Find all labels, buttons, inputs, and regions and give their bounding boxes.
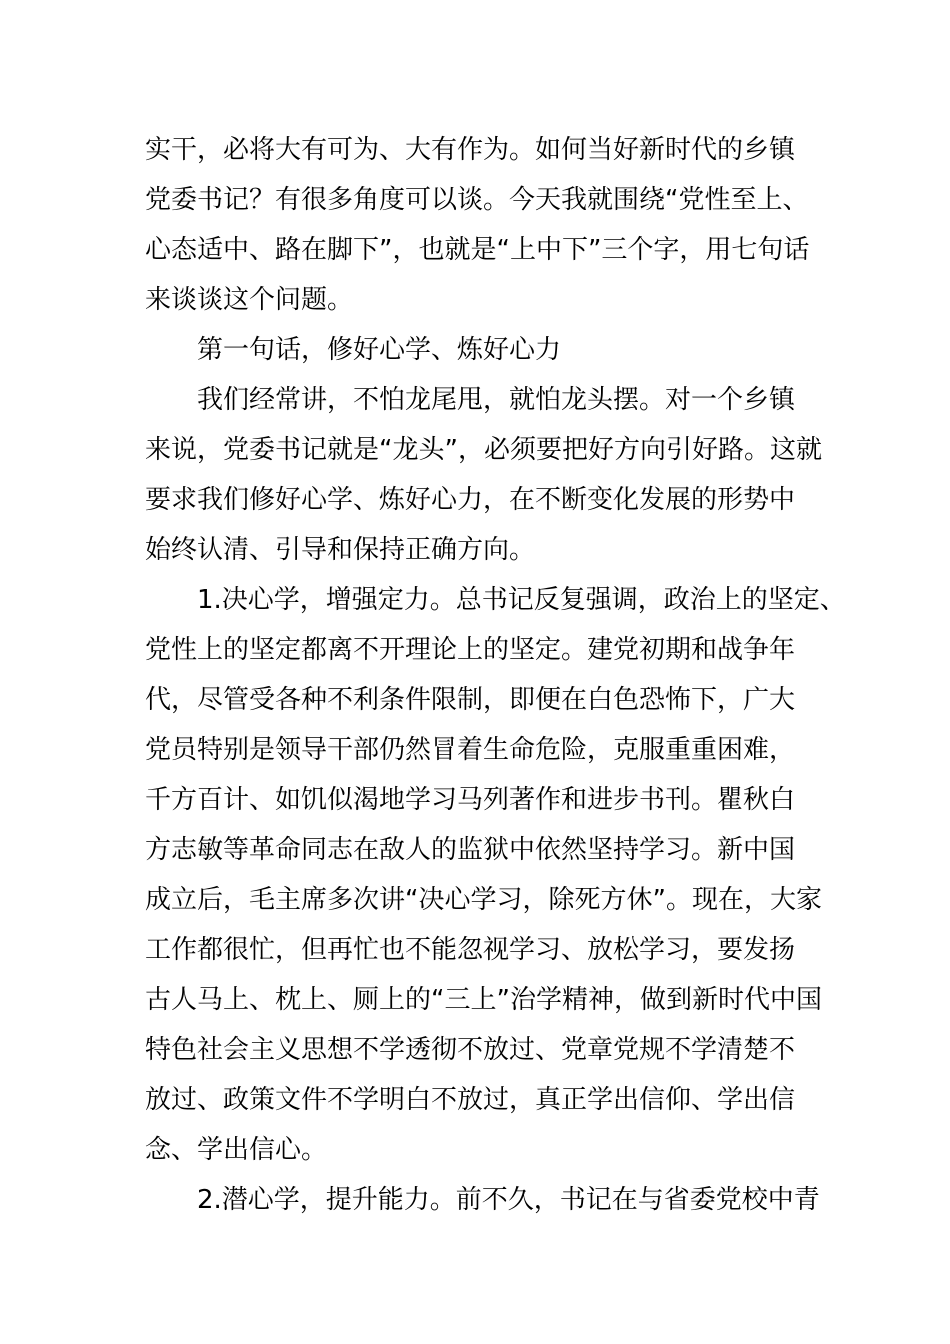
text-line: 1.决心学，增强定力。总书记反复强调，政治上的坚定、 [197,585,846,615]
text-line: 2.潜心学，提升能力。前不久，书记在与省委党校中青 [197,1185,820,1215]
text-line: 放过、政策文件不学明白不放过，真正学出信仰、学出信 [145,1085,796,1115]
text-line: 实干，必将大有可为、大有作为。如何当好新时代的乡镇 [145,135,796,165]
text-line: 我们经常讲，不怕龙尾甩，就怕龙头摆。对一个乡镇 [197,385,796,415]
text-line: 来说，党委书记就是“龙头”，必须要把好方向引好路。这就 [145,435,822,465]
text-line: 党委书记？有很多角度可以谈。今天我就围绕“党性至上、 [145,185,809,215]
text-line: 代，尽管受各种不利条件限制，即便在白色恐怖下，广大 [145,685,796,715]
text-line: 工作都很忙，但再忙也不能忽视学习、放松学习，要发扬 [145,935,796,965]
text-line: 党性上的坚定都离不开理论上的坚定。建党初期和战争年 [145,635,796,665]
text-line: 来谈谈这个问题。 [145,285,354,315]
text-line: 成立后，毛主席多次讲“决心学习，除死方休”。现在，大家 [145,885,822,915]
text-line: 方志敏等革命同志在敌人的监狱中依然坚持学习。新中国 [145,835,796,865]
text-line: 千方百计、如饥似渴地学习马列著作和进步书刊。瞿秋白 [145,785,796,815]
text-line: 古人马上、枕上、厕上的“三上”治学精神，做到新时代中国 [145,985,822,1015]
document-body [145,125,846,1225]
section-heading: 第一句话，修好心学、炼好心力 [197,335,562,365]
text-line: 心态适中、路在脚下”，也就是“上中下”三个字，用七句话 [145,235,810,265]
text-line: 始终认清、引导和保持正确方向。 [145,535,536,565]
text-line: 要求我们修好心学、炼好心力，在不断变化发展的形势中 [145,485,796,515]
text-line: 特色社会主义思想不学透彻不放过、党章党规不学清楚不 [145,1035,796,1065]
text-line: 念、学出信心。 [145,1135,328,1165]
text-line: 党员特别是领导干部仍然冒着生命危险，克服重重困难， [145,735,796,765]
